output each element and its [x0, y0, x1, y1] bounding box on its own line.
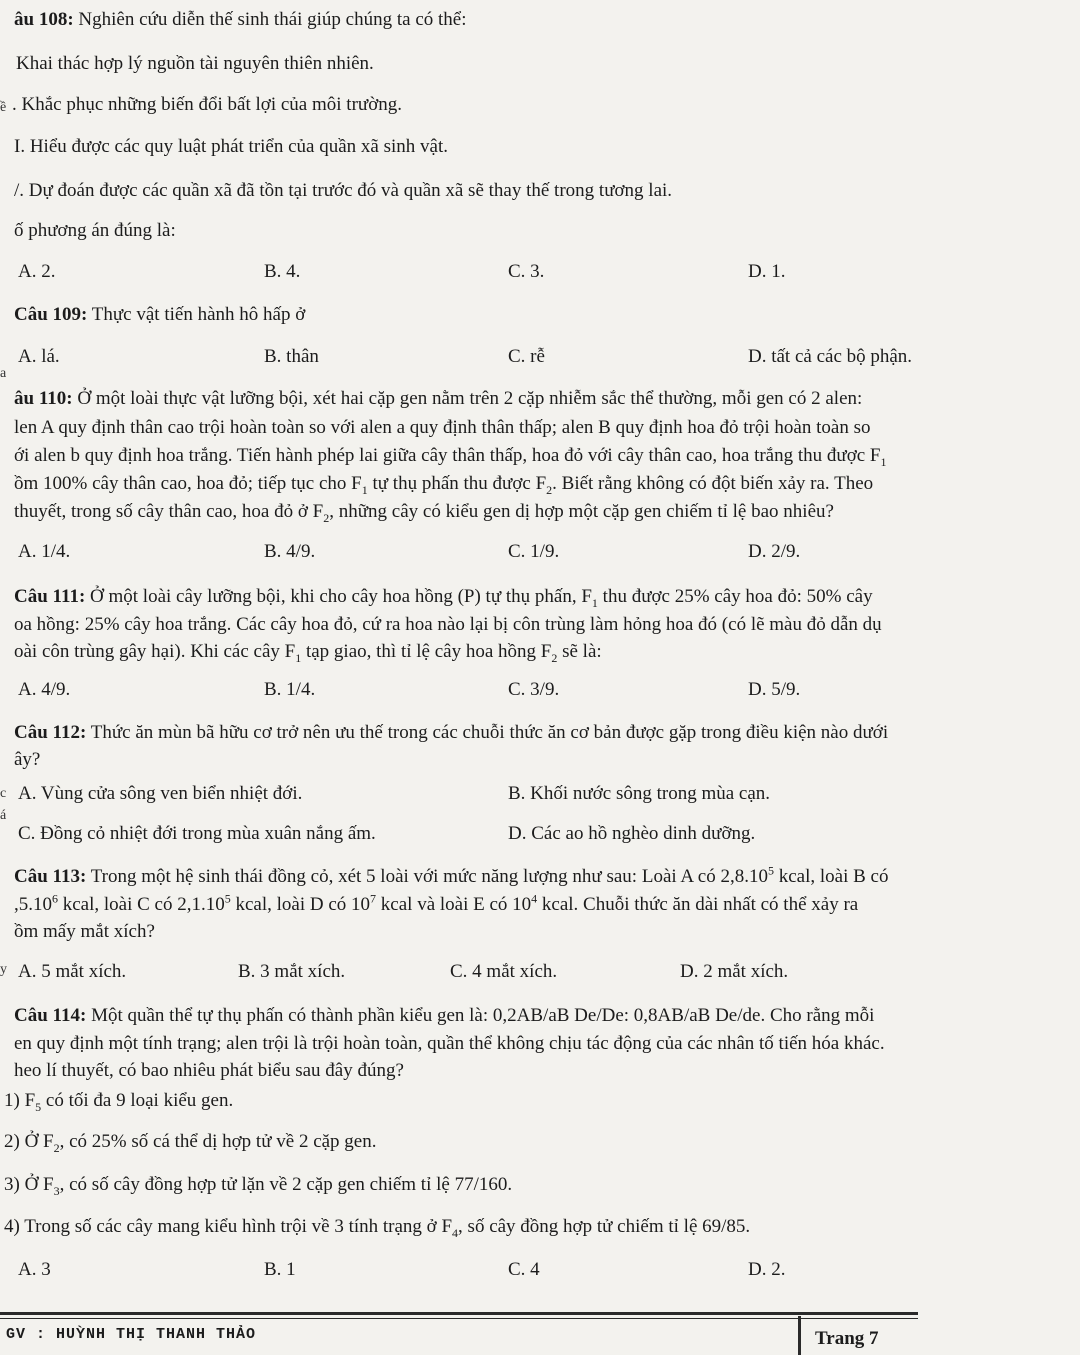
option-110-c: C. 1/9.: [508, 541, 560, 562]
option-108-c: C. 3.: [508, 261, 545, 282]
question-111-line-3: oài côn trùng gây hại). Khi các cây $F_1$ tạp giao, thì tỉ lệ cây hoa hồng $F_2$ sẽ là:: [14, 641, 602, 665]
option-109-d: D. tất cả các bộ phận.: [748, 346, 913, 367]
option-108-d: D. 1.: [748, 261, 786, 282]
option-114-c: C. 4: [508, 1259, 540, 1280]
option-111-a: A. 4/9.: [18, 679, 71, 700]
option-114-a: A. 3: [18, 1259, 51, 1280]
question-114-line-1: Câu 114: Một quần thể tự thụ phấn có thành phần kiểu gen là: 0,2AB/aB De/De: 0,8AB/aB De/de. Cho rằng mỗi: [14, 1005, 875, 1026]
question-112-line-1: Câu 112: Thức ăn mùn bã hữu cơ trở nên ưu thế trong các chuỗi thức ăn cơ bản được gặp trong điều kiện nào dưới: [14, 722, 889, 743]
option-111-b: B. 1/4.: [264, 679, 316, 700]
option-108-a: A. 2.: [18, 261, 56, 282]
option-113-b: B. 3 mắt xích.: [238, 961, 346, 982]
option-114-d: D. 2.: [748, 1259, 786, 1280]
question-110-line-2: len A quy định thân cao trội hoàn toàn so với alen a quy định thân thấp; alen B quy định hoa đỏ trội hoàn toàn so: [14, 417, 871, 438]
statement-108-2: . Khắc phục những biến đổi bất lợi của môi trường.: [12, 94, 403, 115]
statement-114-1: 1) $F_5$ có tối đa 9 loại kiểu gen.: [4, 1090, 234, 1114]
question-113-line-3: ồm mấy mắt xích?: [14, 921, 155, 942]
margin-fragment: á: [0, 808, 7, 823]
question-108-ask: ố phương án đúng là:: [14, 220, 176, 241]
question-113-line-1: Câu 113: Trong một hệ sinh thái đồng cỏ, xét 5 loài với mức năng lượng như sau: Loài A có 2,8.10$^5$ kcal, loài B có: [14, 863, 889, 887]
question-110-line-4: ồm 100% cây thân cao, hoa đỏ; tiếp tục cho $F_1$ tự thụ phấn thu được $F_2$. Biết rằng không có đột biến xảy ra. Theo: [14, 473, 874, 497]
question-114-line-3: heo lí thuyết, có bao nhiêu phát biểu sau đây đúng?: [14, 1060, 404, 1081]
statement-114-3: 3) Ở $F_3$, có số cây đồng hợp tử lặn về 2 cặp gen chiếm tỉ lệ 77/160.: [4, 1174, 513, 1198]
option-108-b: B. 4.: [264, 261, 301, 282]
option-110-a: A. 1/4.: [18, 541, 71, 562]
option-109-c: C. rễ: [508, 346, 545, 367]
statement-114-2: 2) Ở $F_2$, có 25% số cá thể dị hợp tử về 2 cặp gen.: [4, 1131, 377, 1155]
option-113-a: A. 5 mắt xích.: [18, 961, 127, 982]
margin-fragment: y: [0, 962, 7, 977]
statement-108-4: /. Dự đoán được các quần xã đã tồn tại trước đó và quần xã sẽ thay thế trong tương lai.: [14, 180, 673, 201]
option-112-c: C. Đồng cỏ nhiệt đới trong mùa xuân nắng ấm.: [18, 823, 376, 844]
option-111-c: C. 3/9.: [508, 679, 560, 700]
margin-fragment: c: [0, 786, 7, 801]
statement-114-4: 4) Trong số các cây mang kiểu hình trội về 3 tính trạng ở $F_4$, số cây đồng hợp tử chiếm tỉ lệ 69/85.: [4, 1216, 751, 1240]
question-114-line-2: en quy định một tính trạng; alen trội là trội hoàn toàn, quần thể không chịu tác động của các nhân tố tiến hóa khác.: [14, 1033, 885, 1054]
option-109-a: A. lá.: [18, 346, 60, 367]
option-109-b: B. thân: [264, 346, 319, 367]
footer-rule-thin: [0, 1318, 918, 1319]
option-112-a: A. Vùng cửa sông ven biển nhiệt đới.: [18, 783, 303, 804]
option-110-d: D. 2/9.: [748, 541, 801, 562]
question-111-line-2: oa hồng: 25% cây hoa trắng. Các cây hoa đỏ, cứ ra hoa nào lại bị côn trùng làm hỏng hoa đó (có lẽ màu đỏ dẫn dụ: [14, 614, 882, 635]
option-112-b: B. Khối nước sông trong mùa cạn.: [508, 783, 771, 804]
footer-rule: [0, 1312, 918, 1315]
option-111-d: D. 5/9.: [748, 679, 801, 700]
question-108-stem: âu 108: Nghiên cứu diễn thế sinh thái giúp chúng ta có thể:: [14, 9, 467, 30]
question-110-line-3: ới alen b quy định hoa trắng. Tiến hành phép lai giữa cây thân thấp, hoa đỏ với cây thân cao, hoa trắng thu được $F_1$: [14, 445, 887, 469]
margin-fragment: ề: [0, 100, 7, 115]
footer-page-number: Trang 7: [815, 1328, 879, 1349]
option-113-d: D. 2 mắt xích.: [680, 961, 789, 982]
option-112-d: D. Các ao hồ nghèo dinh dưỡng.: [508, 823, 756, 844]
option-110-b: B. 4/9.: [264, 541, 316, 562]
footer-teacher: GV : HUỲNH THỊ THANH THẢO: [6, 1326, 257, 1343]
question-110-line-5: thuyết, trong số cây thân cao, hoa đỏ ở $F_2$, những cây có kiểu gen dị hợp một cặp gen chiếm tỉ lệ bao nhiêu?: [14, 501, 834, 525]
question-110-line-1: âu 110: Ở một loài thực vật lưỡng bội, xét hai cặp gen nằm trên 2 cặp nhiễm sắc thể thường, mỗi gen có 2 alen:: [14, 388, 863, 409]
question-109-stem: Câu 109: Thực vật tiến hành hô hấp ở: [14, 304, 306, 325]
question-113-line-2: ,5.10$^6$ kcal, loài C có 2,1.10$^5$ kcal, loài D có $10^7$ kcal và loài E có $10^4$ kcal. Chuỗi thức ăn dài nhất có thể xảy ra: [14, 891, 859, 915]
option-114-b: B. 1: [264, 1259, 296, 1280]
option-113-c: C. 4 mắt xích.: [450, 961, 558, 982]
statement-108-3: I. Hiểu được các quy luật phát triển của quần xã sinh vật.: [14, 136, 448, 157]
question-111-line-1: Câu 111: Ở một loài cây lưỡng bội, khi cho cây hoa hồng (P) tự thụ phấn, $F_1$ thu được 25% cây hoa đỏ: 50% cây: [14, 586, 873, 610]
margin-fragment: a: [0, 366, 7, 381]
statement-108-1: Khai thác hợp lý nguồn tài nguyên thiên nhiên.: [16, 53, 374, 74]
question-112-line-2: ây?: [14, 749, 41, 770]
